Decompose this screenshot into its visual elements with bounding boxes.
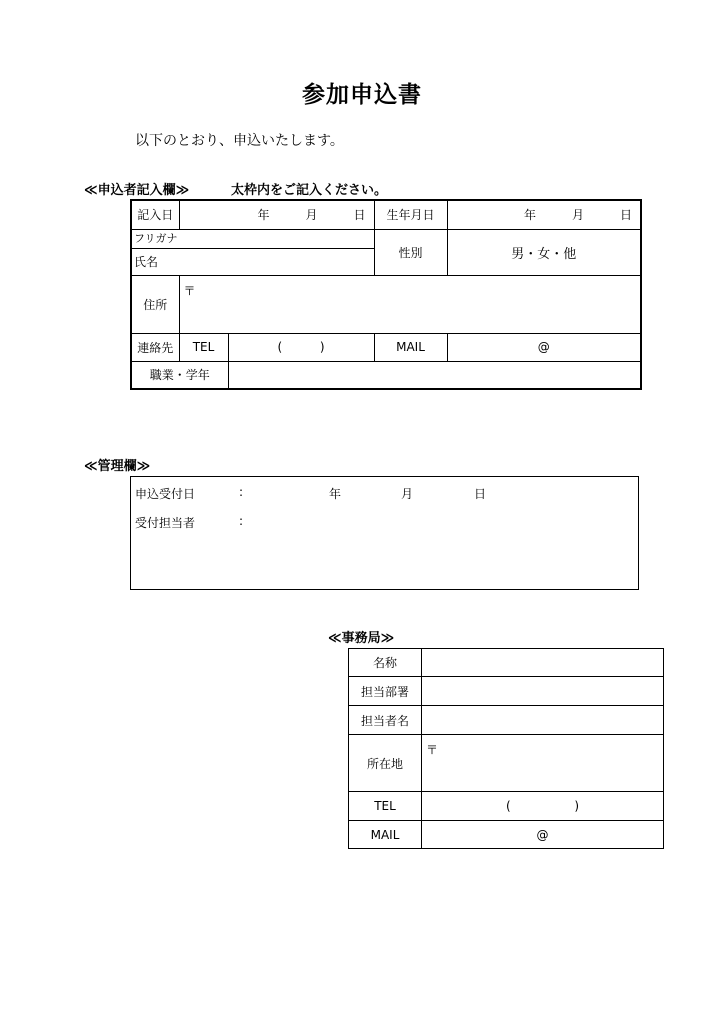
entry-date-field[interactable] (179, 200, 374, 229)
office-name-label: 名称 (349, 649, 422, 677)
office-postal-mark: 〒 (426, 743, 439, 757)
applicant-section-label: ≪申込者記入欄≫ (84, 183, 190, 198)
furigana-label: フリガナ (132, 230, 374, 249)
office-dept-label: 担当部署 (349, 677, 422, 706)
postal-mark: 〒 (183, 283, 196, 298)
handler-colon: : (239, 514, 244, 528)
office-tel-field[interactable] (422, 792, 664, 821)
received-date-month[interactable]: 月 (401, 487, 414, 501)
received-date-year[interactable]: 年 (329, 487, 342, 501)
office-section-label: ≪事務局≫ (328, 631, 395, 646)
received-date-colon: : (239, 485, 244, 499)
received-date-day[interactable]: 日 (474, 487, 487, 501)
occupation-label: 職業・学年 (131, 361, 228, 389)
tel-paren-close: ) (319, 340, 325, 354)
entry-date-month: 月 (305, 208, 318, 223)
entry-date-label: 記入日 (131, 200, 179, 229)
office-name-field[interactable] (422, 649, 664, 677)
admin-section-label: ≪管理欄≫ (84, 459, 151, 474)
office-person-field[interactable] (422, 706, 664, 735)
office-mail-label: MAIL (349, 821, 422, 849)
intro-text: 以下のとおり、申込いたします。 (135, 133, 344, 149)
office-table (348, 648, 664, 849)
tel-field[interactable] (228, 333, 374, 361)
office-person-label: 担当者名 (349, 706, 422, 735)
name-cell[interactable] (131, 229, 374, 275)
birthdate-label: 生年月日 (374, 200, 447, 229)
birthdate-month: 月 (572, 208, 585, 223)
entry-date-year: 年 (257, 208, 270, 223)
address-field[interactable] (179, 275, 641, 333)
office-tel-label: TEL (349, 792, 422, 821)
address-label: 住所 (131, 275, 179, 333)
occupation-field[interactable] (228, 361, 641, 389)
contact-label: 連絡先 (131, 333, 179, 361)
entry-date-day: 日 (353, 208, 366, 223)
applicant-form-table (130, 199, 642, 390)
birthdate-year: 年 (523, 208, 536, 223)
tel-label: TEL (179, 333, 228, 361)
office-location-field[interactable] (422, 735, 664, 792)
admin-box (130, 476, 639, 590)
gender-options[interactable]: 男・女・他 (447, 229, 641, 275)
office-tel-paren-close: ) (574, 799, 580, 813)
office-tel-paren-open: ( (505, 799, 511, 813)
gender-label: 性別 (374, 229, 447, 275)
at-mark: @ (537, 340, 550, 354)
tel-paren-open: ( (277, 340, 283, 354)
birthdate-day: 日 (620, 208, 633, 223)
page-title: 参加申込書 (302, 82, 422, 108)
birthdate-field[interactable] (447, 200, 641, 229)
handler-label: 受付担当者 (135, 516, 196, 530)
mail-field[interactable] (447, 333, 641, 361)
office-mail-field[interactable] (422, 821, 664, 849)
applicant-section-note: 太枠内をご記入ください。 (231, 183, 388, 198)
name-label: 氏名 (134, 254, 159, 269)
mail-label: MAIL (374, 333, 447, 361)
received-date-label: 申込受付日 (135, 487, 196, 501)
office-dept-field[interactable] (422, 677, 664, 706)
office-at-mark: @ (536, 827, 549, 842)
office-location-label: 所在地 (349, 735, 422, 792)
